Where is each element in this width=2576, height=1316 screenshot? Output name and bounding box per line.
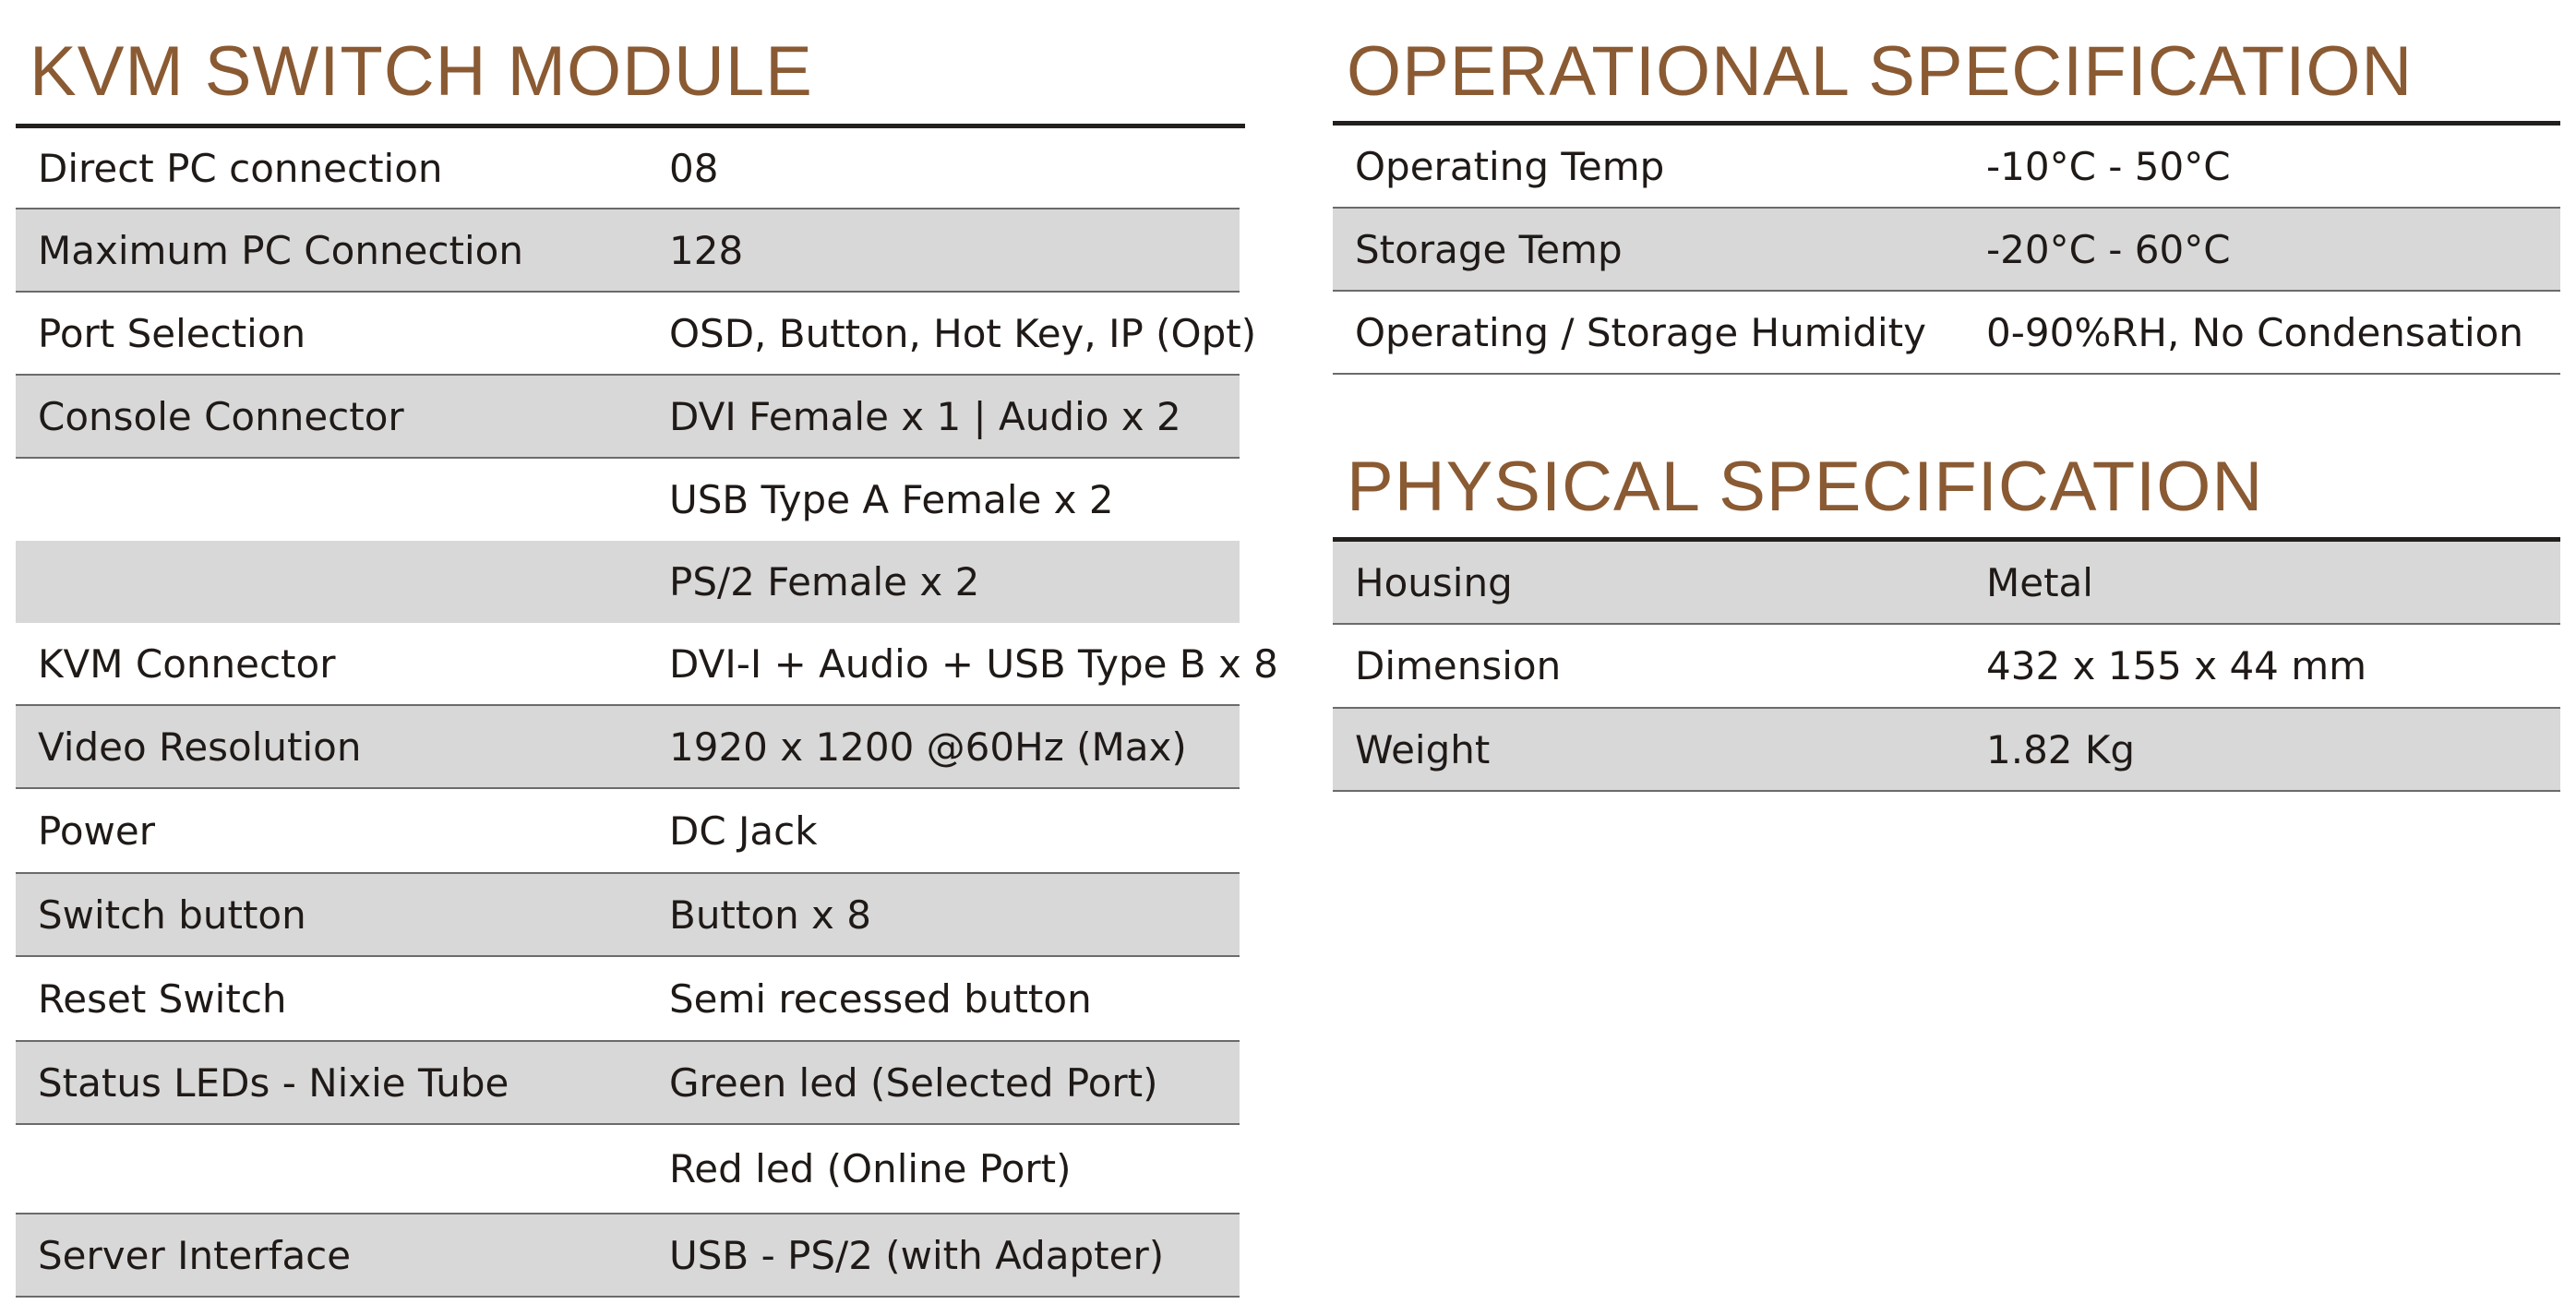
- spec-label: Operating / Storage Humidity: [1355, 309, 1926, 355]
- table-row: [16, 623, 1278, 706]
- section-title-physical: PHYSICAL SPECIFICATION: [1347, 448, 2264, 526]
- spec-label: Reset Switch: [38, 975, 287, 1022]
- spec-value: 432 x 155 x 44 mm: [1986, 643, 2367, 688]
- spec-label: Video Resolution: [38, 724, 362, 770]
- spec-value: DC Jack: [669, 808, 818, 854]
- spec-value: DVI Female x 1 | Audio x 2: [669, 393, 1181, 439]
- spec-value: -10°C - 50°C: [1986, 143, 2231, 189]
- table-row: [16, 459, 1240, 541]
- spec-value: 1.82 Kg: [1986, 726, 2136, 772]
- table-row: [16, 789, 1240, 874]
- table-row: [16, 706, 1240, 789]
- spec-value: -20°C - 60°C: [1986, 226, 2231, 272]
- spec-value: DVI-I + Audio + USB Type B x 8: [669, 640, 1278, 687]
- spec-label: Operating Temp: [1355, 143, 1665, 189]
- kvm-spec-table: [16, 128, 1278, 1298]
- table-row: [1333, 625, 2560, 709]
- spec-value: Button x 8: [669, 891, 871, 938]
- spec-value: 0-90%RH, No Condensation: [1986, 309, 2523, 355]
- spec-label: Dimension: [1355, 643, 1562, 688]
- spec-label: Direct PC connection: [38, 145, 443, 191]
- table-row: [16, 128, 1240, 209]
- spec-label: Maximum PC Connection: [38, 227, 523, 273]
- physical-spec-table: [1333, 542, 2560, 792]
- table-row: [16, 957, 1240, 1042]
- spec-value: USB Type A Female x 2: [669, 477, 1114, 522]
- kvm-switch-module-section: [16, 0, 1278, 1316]
- spec-label: Storage Temp: [1355, 226, 1623, 272]
- spec-label: Status LEDs - Nixie Tube: [38, 1059, 509, 1106]
- spec-value: 1920 x 1200 @60Hz (Max): [669, 724, 1187, 770]
- spec-label: Console Connector: [38, 393, 404, 439]
- table-row: [16, 293, 1257, 376]
- spec-value: USB - PS/2 (with Adapter): [669, 1232, 1165, 1278]
- table-row: [16, 209, 1240, 293]
- spec-label: Weight: [1355, 726, 1491, 772]
- spec-value: Red led (Online Port): [669, 1146, 1072, 1191]
- spec-label: Port Selection: [38, 310, 306, 356]
- spec-label: KVM Connector: [38, 640, 336, 687]
- spec-label: Power: [38, 808, 155, 854]
- table-row: [1333, 542, 2560, 625]
- spec-label: Housing: [1355, 559, 1513, 605]
- spec-value: Semi recessed button: [669, 975, 1092, 1022]
- table-row: [16, 541, 1240, 623]
- table-row: [1333, 709, 2560, 792]
- spec-value: Metal: [1986, 559, 2093, 605]
- spec-label: Switch button: [38, 891, 306, 938]
- spec-value: OSD, Button, Hot Key, IP (Opt): [669, 310, 1257, 356]
- spec-value: 08: [669, 145, 719, 191]
- section-title-kvm: KVM SWITCH MODULE: [30, 32, 813, 111]
- spec-value: Green led (Selected Port): [669, 1059, 1158, 1106]
- table-row: [16, 376, 1240, 459]
- spec-label: Server Interface: [38, 1232, 352, 1278]
- table-row: [16, 1042, 1240, 1125]
- section-title-operational: OPERATIONAL SPECIFICATION: [1347, 32, 2414, 111]
- table-row: [16, 1125, 1240, 1214]
- spec-value: 128: [669, 227, 744, 273]
- table-row: [16, 874, 1240, 957]
- spec-value: PS/2 Female x 2: [669, 559, 980, 604]
- table-row: [16, 1214, 1240, 1298]
- physical-specification-section: [1333, 0, 2560, 831]
